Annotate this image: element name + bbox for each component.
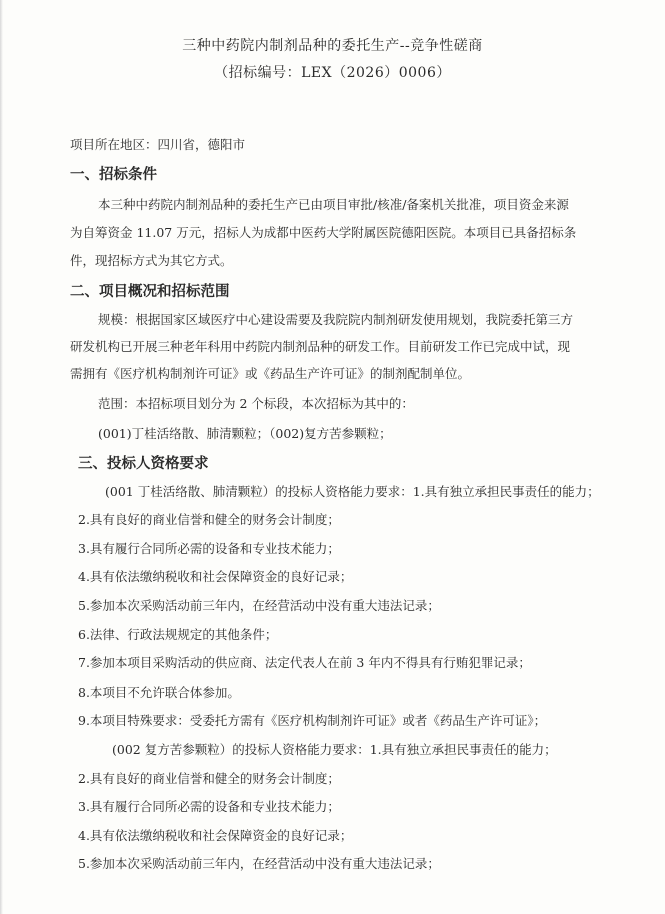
qualification-line: 5.参加本次采购活动前三年内，在经营活动中没有重大违法记录；	[78, 598, 440, 613]
qualification-line: (002 复方苦参颗粒）的投标人资格能力要求：1.具有独立承担民事责任的能力；	[112, 742, 557, 757]
paragraph-line: 范围：本招标项目划分为 2 个标段，本次招标为其中的：	[98, 396, 414, 411]
qualification-line: 5.参加本次采购活动前三年内，在经营活动中没有重大违法记录；	[78, 856, 440, 871]
qualification-line: 4.具有依法缴纳税收和社会保障资金的良好记录；	[78, 828, 353, 843]
bid-number: （招标编号：LEX（2026）0006）	[214, 65, 451, 81]
paragraph-line: 件，现招标方式为其它方式。	[70, 253, 233, 268]
paragraph-line: 需拥有《医疗机构制剂许可证》或《药品生产许可证》的制剂配制单位。	[70, 366, 471, 381]
page-edge-shadow	[0, 0, 3, 914]
qualification-line: 3.具有履行合同所必需的设备和专业技术能力；	[78, 541, 340, 556]
paragraph-line: 研发机构已开展三种老年科用中药院内制剂品种的研发工作。目前研发工作已完成中试，现	[70, 339, 571, 354]
paragraph-line: 本三种中药院内制剂品种的委托生产已由项目审批/核准/备案机关批准，项目资金来源	[98, 197, 569, 212]
qualification-line: 2.具有良好的商业信誉和健全的财务会计制度；	[78, 771, 340, 786]
qualification-line: (001 丁桂活络散、肺清颗粒）的投标人资格能力要求：1.具有独立承担民事责任的能力；	[105, 484, 600, 499]
qualification-line: 4.具有依法缴纳税收和社会保障资金的良好记录；	[78, 569, 353, 584]
document-title: 三种中药院内制剂品种的委托生产--竞争性磋商	[182, 38, 483, 54]
paragraph-line: (001)丁桂活络散、肺清颗粒；（002)复方苦参颗粒；	[98, 426, 392, 441]
qualification-line: 8.本项目不允许联合体参加。	[78, 685, 240, 700]
section-heading-bidding-conditions: 一、招标条件	[70, 167, 157, 183]
qualification-line: 9.本项目特殊要求：受委托方需有《医疗机构制剂许可证》或者《药品生产许可证》；	[78, 713, 547, 728]
paragraph-line: 为自筹资金 11.07 万元，招标人为成都中医药大学附属医院德阳医院。本项目已具备招标条	[70, 225, 577, 240]
project-location: 项目所在地区：四川省，德阳市	[70, 137, 246, 152]
qualification-line: 3.具有履行合同所必需的设备和专业技术能力；	[78, 799, 340, 814]
section-heading-bidder-qualifications: 三、投标人资格要求	[78, 456, 209, 472]
qualification-line: 2.具有良好的商业信誉和健全的财务会计制度；	[78, 512, 340, 527]
paragraph-line: 规模：根据国家区域医疗中心建设需要及我院院内制剂研发使用规划，我院委托第三方	[98, 312, 574, 327]
qualification-line: 7.参加本项目采购活动的供应商、法定代表人在前 3 年内不得具有行贿犯罪记录；	[78, 655, 531, 670]
qualification-line: 6.法律、行政法规规定的其他条件；	[78, 627, 278, 642]
section-heading-project-overview: 二、项目概况和招标范围	[70, 284, 230, 300]
